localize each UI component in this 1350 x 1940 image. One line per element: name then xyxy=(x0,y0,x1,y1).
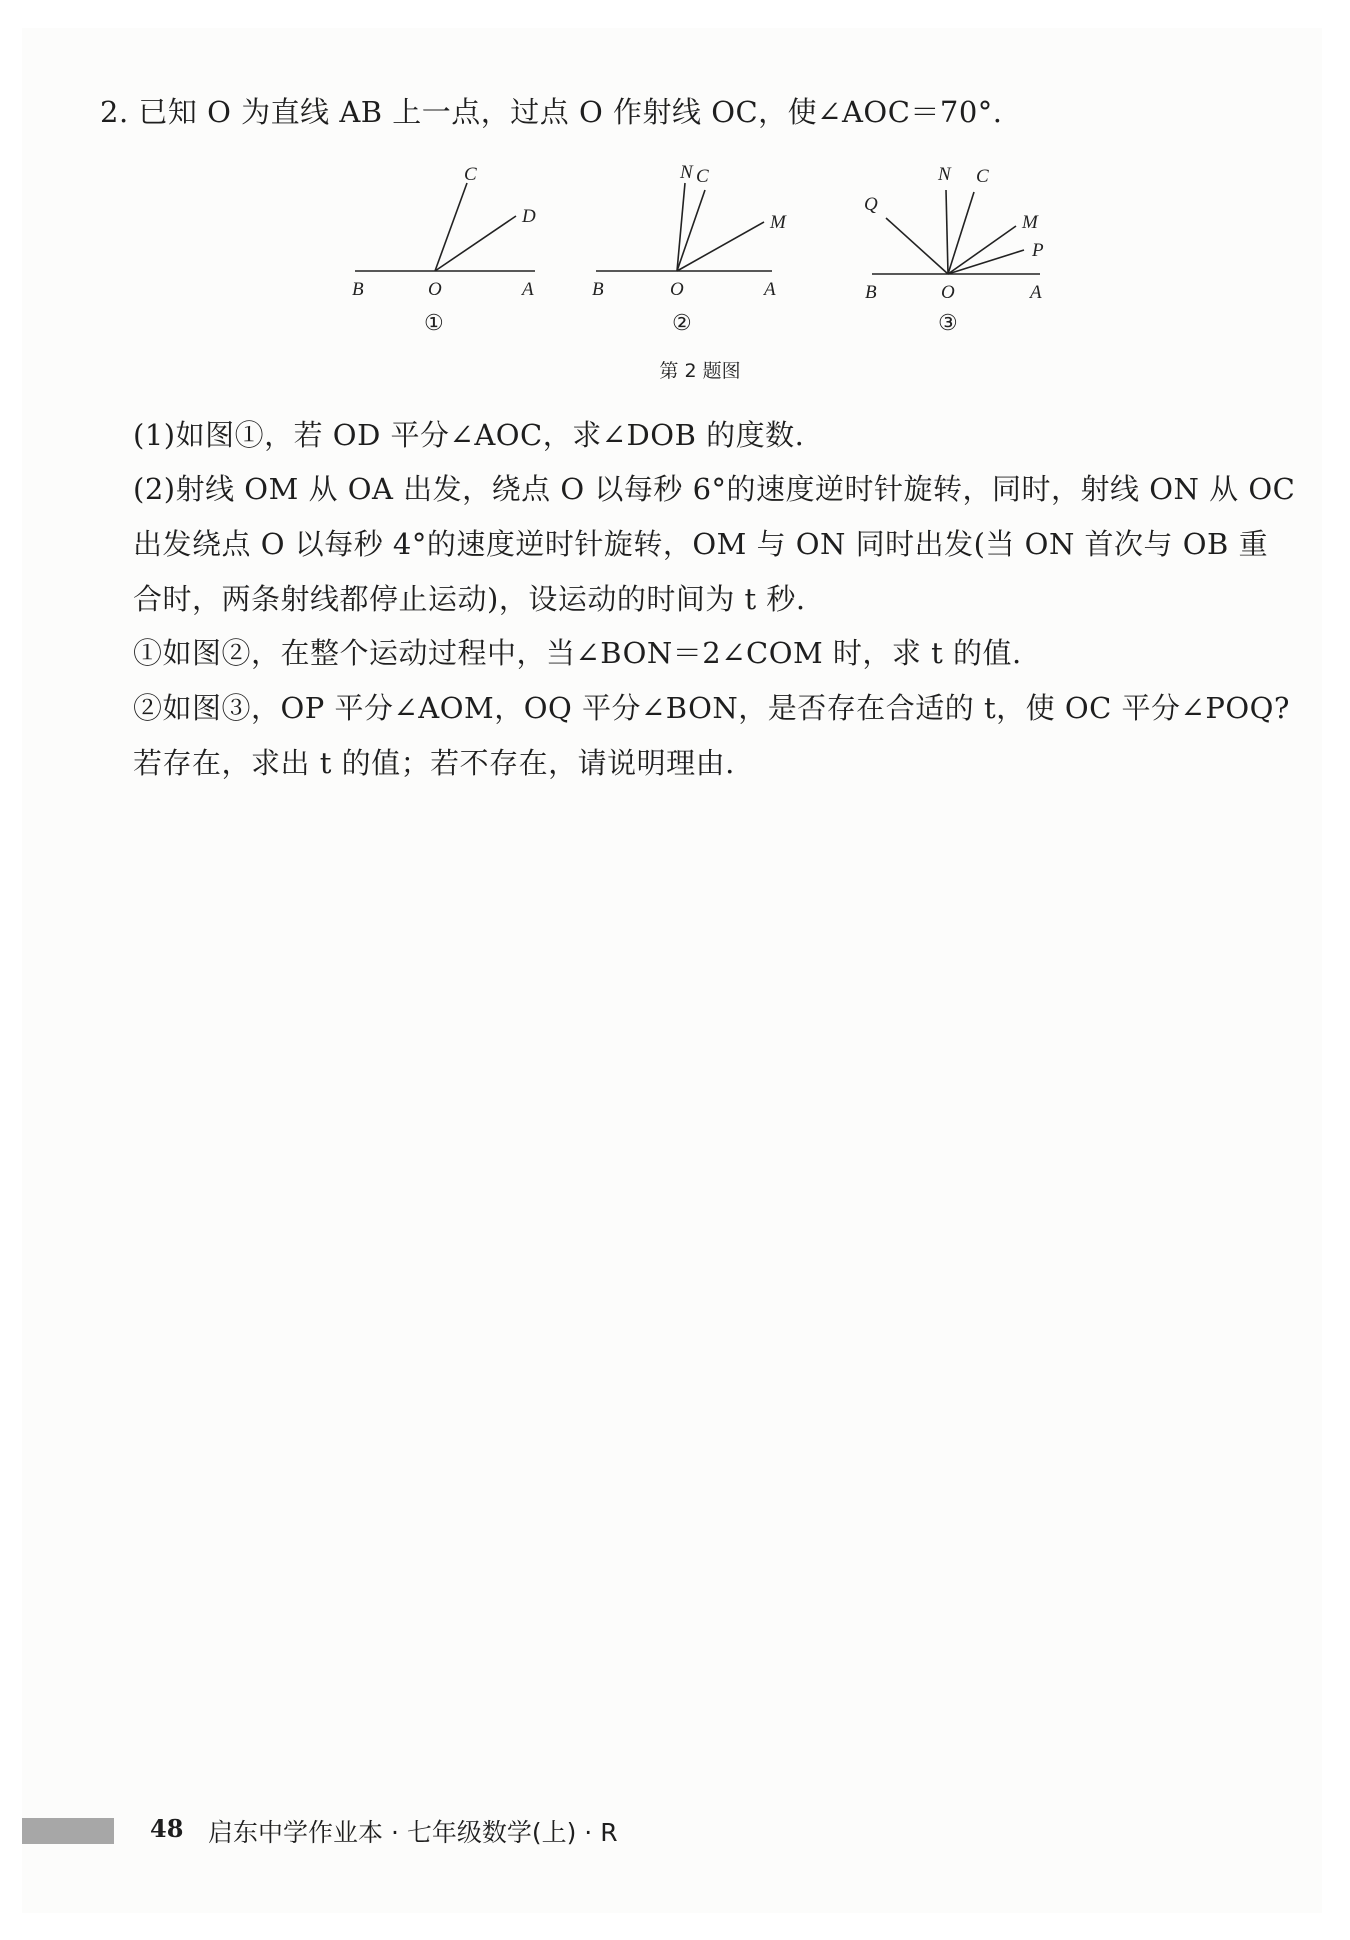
question-2-line-1: (2)射线 OM 从 OA 出发，绕点 O 以每秒 6°的速度逆时针旋转，同时，射线 ON 从 OC xyxy=(133,472,1296,506)
fig1-ray-od xyxy=(435,216,516,271)
fig2-label-c: C xyxy=(696,166,709,187)
fig1-ray-oc xyxy=(435,183,467,271)
fig3-label-n: N xyxy=(938,164,951,185)
fig3-ray-om xyxy=(948,226,1016,274)
fig2-label-b: B xyxy=(592,279,604,300)
fig1-number: ① xyxy=(424,310,444,335)
fig3-ray-op xyxy=(948,250,1024,274)
fig2-label-n: N xyxy=(680,162,693,183)
figure-2 xyxy=(596,183,772,271)
fig3-label-o: O xyxy=(941,282,955,303)
fig2-number: ② xyxy=(672,310,692,335)
fig3-label-m: M xyxy=(1022,212,1038,233)
geometry-figures xyxy=(340,150,1060,350)
fig2-label-o: O xyxy=(670,279,684,300)
question-1: (1)如图①，若 OD 平分∠AOC，求∠DOB 的度数. xyxy=(133,418,805,452)
fig1-label-o: O xyxy=(428,279,442,300)
fig2-label-a: A xyxy=(764,279,776,300)
fig3-number: ③ xyxy=(938,310,958,335)
page-number: 48 xyxy=(150,1814,184,1843)
fig1-label-c: C xyxy=(464,164,477,185)
fig3-label-b: B xyxy=(865,282,877,303)
figure-1 xyxy=(355,183,535,271)
question-2-sub-1: ①如图②，在整个运动过程中，当∠BON＝2∠COM 时，求 t 的值. xyxy=(133,636,1022,670)
fig1-label-d: D xyxy=(522,206,536,227)
fig3-label-q: Q xyxy=(864,194,878,215)
fig1-label-b: B xyxy=(352,279,364,300)
fig1-label-a: A xyxy=(522,279,534,300)
fig2-label-m: M xyxy=(770,212,786,233)
figure-group xyxy=(340,150,1060,350)
problem-stem: 2. 已知 O 为直线 AB 上一点，过点 O 作射线 OC，使∠AOC＝70°. xyxy=(100,95,1003,129)
fig3-ray-on xyxy=(946,190,948,274)
fig3-ray-oq xyxy=(886,218,948,274)
fig2-ray-om xyxy=(677,222,764,271)
footer-bar xyxy=(22,1818,114,1844)
figure-3 xyxy=(872,190,1040,274)
question-2-sub-2-line-2: 若存在，求出 t 的值；若不存在，请说明理由. xyxy=(133,746,735,780)
fig3-label-a: A xyxy=(1030,282,1042,303)
fig3-ray-oc xyxy=(948,192,974,274)
question-2-line-2: 出发绕点 O 以每秒 4°的速度逆时针旋转，OM 与 ON 同时出发(当 ON 首次与 OB 重 xyxy=(133,527,1269,561)
figure-caption: 第 2 题图 xyxy=(659,360,741,382)
question-2-sub-2-line-1: ②如图③，OP 平分∠AOM，OQ 平分∠BON，是否存在合适的 t，使 OC 平分∠POQ? xyxy=(133,691,1290,725)
footer-title: 启东中学作业本 · 七年级数学(上) · R xyxy=(208,1818,618,1847)
question-2-line-3: 合时，两条射线都停止运动)，设运动的时间为 t 秒. xyxy=(133,582,806,616)
fig3-label-p: P xyxy=(1032,240,1044,261)
fig3-label-c: C xyxy=(976,166,989,187)
